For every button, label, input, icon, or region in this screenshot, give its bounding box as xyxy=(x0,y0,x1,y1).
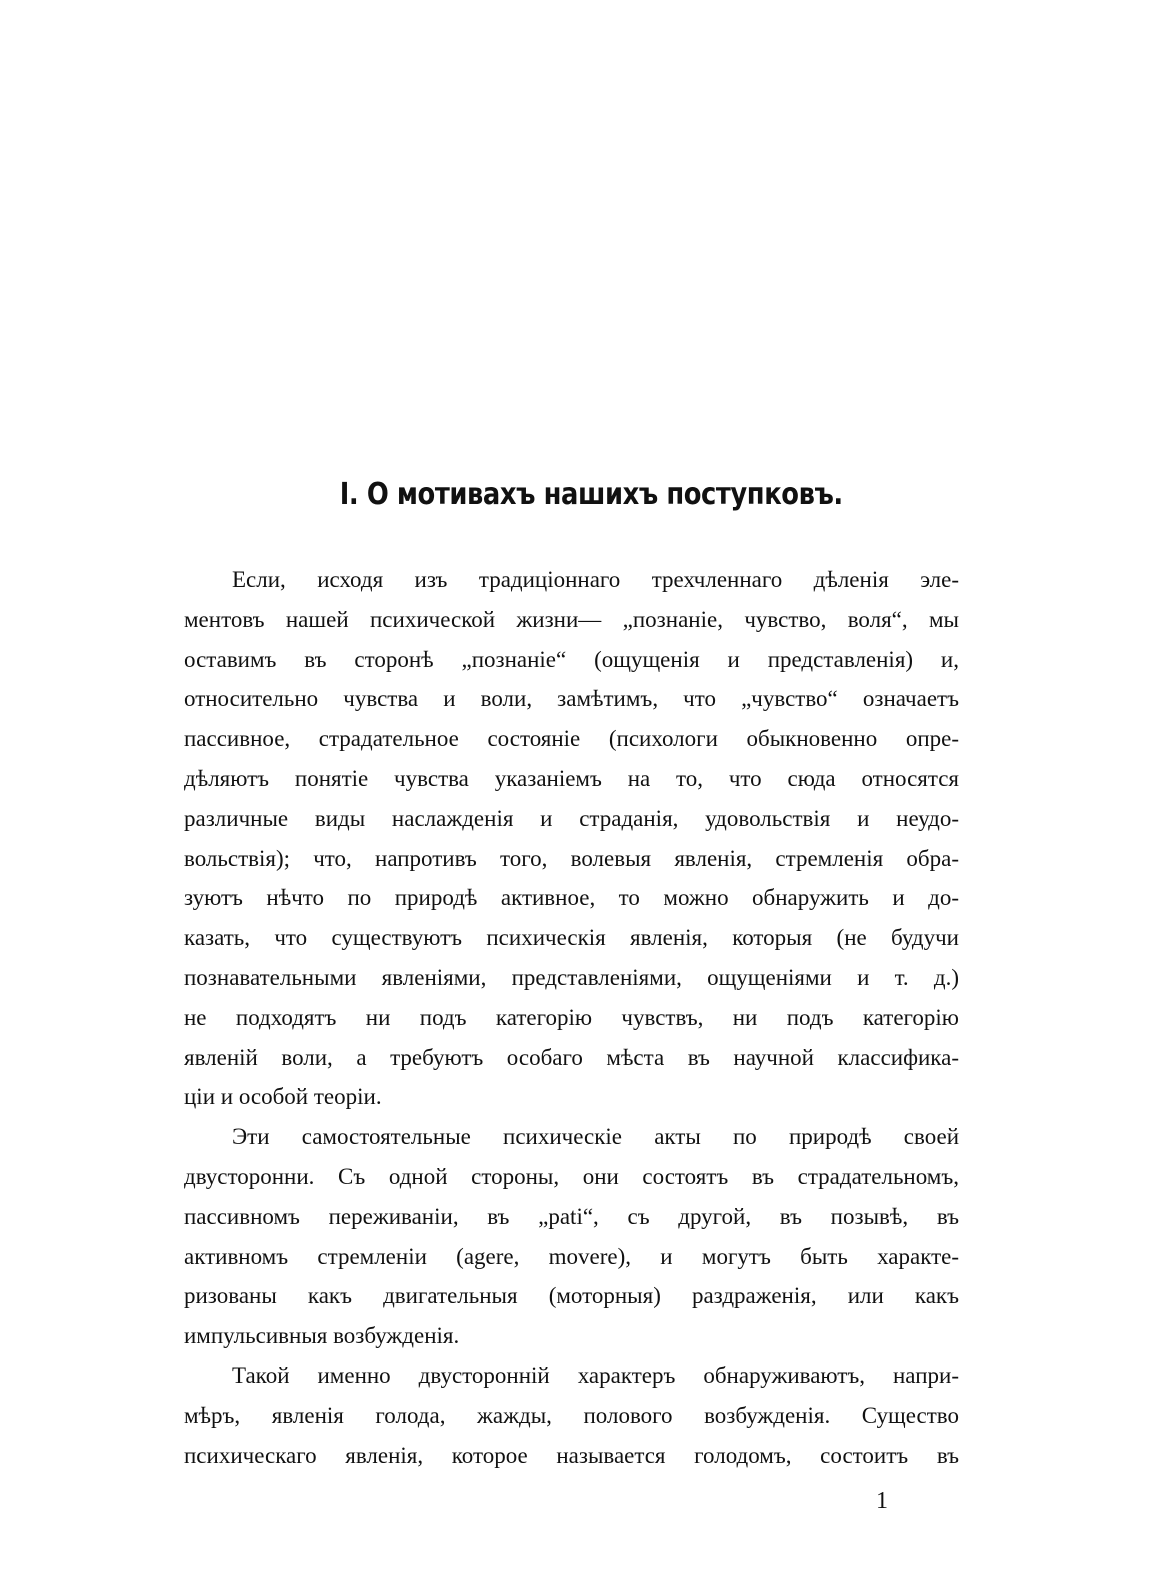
text-line: активномъ стремленіи (agere, movere), и могутъ быть характе- xyxy=(184,1243,959,1269)
text-line: пассивное, страдательное состояніе (психологи обыкновенно опре- xyxy=(184,726,959,752)
text-line: Если, исходя изъ традиціоннаго трехчленнаго дѣленія эле- xyxy=(232,567,959,592)
page-number: 1 xyxy=(876,1488,888,1514)
text-line: мѣръ, явленія голода, жажды, полового возбужденія. Существо xyxy=(184,1402,959,1428)
text-line: оставимъ въ сторонѣ „познаніе“ (ощущенія и представленія) и, xyxy=(184,646,959,672)
text-line: дѣляютъ понятіе чувства указаніемъ на то, что сюда относятся xyxy=(184,765,959,791)
text-line: различные виды наслажденія и страданія, удовольствія и неудо- xyxy=(184,805,959,831)
text-line: относительно чувства и воли, замѣтимъ, что „чувство“ означаетъ xyxy=(184,686,959,712)
text-line: познавательными явленіями, представленіями, ощущеніями и т. д.) xyxy=(184,964,959,990)
text-line: Такой именно двусторонній характеръ обнаруживаютъ, напри- xyxy=(232,1362,959,1388)
chapter-title: I. О мотивахъ нашихъ поступковъ. xyxy=(339,477,843,512)
text-line: ментовъ нашей психической жизни— „познаніе, чувство, воля“, мы xyxy=(184,606,959,632)
text-line: ціи и особой теоріи. xyxy=(184,1084,382,1110)
text-line: Эти самостоятельные психическіе акты по природѣ своей xyxy=(232,1124,959,1150)
body-text xyxy=(184,560,959,1475)
text-line: импульсивныя возбужденія. xyxy=(184,1323,460,1349)
text-line: не подходятъ ни подъ категорію чувствъ, ни подъ категорію xyxy=(184,1004,959,1030)
text-line: пассивномъ переживаніи, въ „pati“, съ другой, въ позывѣ, въ xyxy=(184,1203,959,1229)
text-line: зуютъ нѣчто по природѣ активное, то можно обнаружить и до- xyxy=(184,885,959,911)
text-line: явленій воли, а требуютъ особаго мѣста въ научной классифика- xyxy=(184,1044,959,1070)
text-line: вольствія); что, напротивъ того, волевыя явленія, стремленія обра- xyxy=(184,845,959,871)
text-line: ризованы какъ двигательныя (моторныя) раздраженія, или какъ xyxy=(184,1283,959,1309)
text-line: психическаго явленія, которое называется голодомъ, состоитъ въ xyxy=(184,1442,959,1468)
text-line: двусторонни. Съ одной стороны, они состоятъ въ страдательномъ, xyxy=(184,1163,959,1189)
text-line: казать, что существуютъ психическія явленія, которыя (не будучи xyxy=(184,925,959,951)
